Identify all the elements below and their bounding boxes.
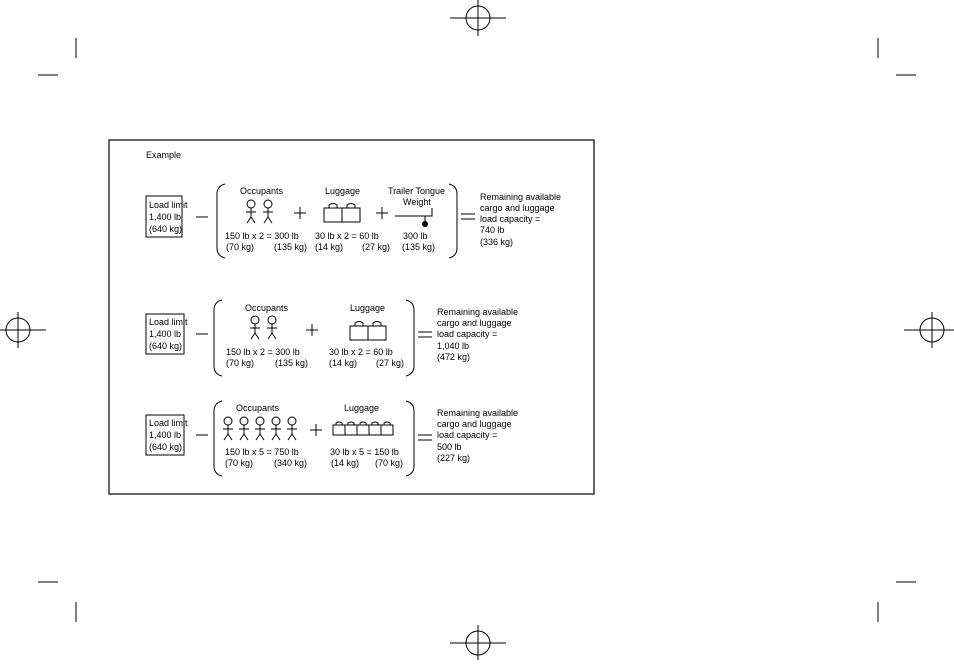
luggage-icon — [345, 422, 357, 435]
row-2 — [146, 300, 518, 376]
occupants-kg-each: (70 kg) — [226, 242, 255, 252]
load-limit-label: Load limit — [149, 200, 188, 210]
result-line: load capacity = — [437, 329, 498, 339]
luggage-icon — [324, 204, 342, 223]
right-bracket — [449, 184, 457, 258]
result-line: Remaining available — [480, 192, 562, 202]
luggage-icon — [333, 422, 345, 435]
person-icon — [223, 417, 233, 440]
result-line: Remaining available — [437, 307, 519, 317]
load-limit-lb: 1,400 lb — [149, 212, 182, 222]
occupants-title: Occupants — [236, 403, 280, 413]
luggage-kg-total: (27 kg) — [362, 242, 391, 252]
occupants-kg-total: (135 kg) — [274, 242, 308, 252]
luggage-icon — [342, 204, 360, 223]
result-line: cargo and luggage — [437, 419, 512, 429]
row-1 — [146, 184, 561, 258]
luggage-icon — [357, 422, 369, 435]
result-kg: (227 kg) — [437, 453, 471, 463]
luggage-kg-total: (70 kg) — [375, 458, 404, 468]
person-icon — [250, 316, 260, 339]
left-bracket — [214, 401, 222, 476]
luggage-icon — [381, 422, 393, 435]
load-limit-label: Load limit — [149, 317, 188, 327]
registration-mark-icon — [904, 312, 954, 348]
luggage-kg-total: (27 kg) — [376, 358, 405, 368]
person-icon — [263, 200, 273, 223]
luggage-icon — [369, 422, 381, 435]
left-bracket — [214, 300, 222, 376]
occupants-kg-each: (70 kg) — [226, 358, 255, 368]
load-limit-kg: (640 kg) — [149, 224, 183, 234]
luggage-title: Luggage — [344, 403, 380, 413]
occupants-calc: 150 lb x 2 = 300 lb — [225, 231, 299, 241]
occupants-kg-total: (340 kg) — [274, 458, 308, 468]
trailer-hitch-icon — [395, 208, 432, 227]
example-label: Example — [146, 150, 182, 160]
occupants-kg-total: (135 kg) — [275, 358, 309, 368]
luggage-icon — [368, 322, 386, 341]
person-icon — [271, 417, 281, 440]
person-icon — [287, 417, 297, 440]
trailer-kg: (135 kg) — [402, 242, 436, 252]
result-line: cargo and luggage — [437, 318, 512, 328]
luggage-icon — [350, 322, 368, 341]
result-kg: (336 kg) — [480, 237, 514, 247]
result-lb: 500 lb — [437, 442, 462, 452]
person-icon — [267, 316, 277, 339]
load-limit-label: Load limit — [149, 418, 188, 428]
load-limit-kg: (640 kg) — [149, 341, 183, 351]
luggage-calc: 30 lb x 5 = 150 lb — [330, 447, 399, 457]
occupants-title: Occupants — [240, 186, 284, 196]
registration-mark-icon — [450, 625, 506, 660]
luggage-kg-each: (14 kg) — [331, 458, 360, 468]
registration-mark-icon — [0, 312, 46, 348]
load-limit-lb: 1,400 lb — [149, 430, 182, 440]
right-bracket — [406, 300, 414, 376]
result-line: load capacity = — [480, 214, 541, 224]
trailer-calc: 300 lb — [403, 231, 428, 241]
load-limit-kg: (640 kg) — [149, 442, 183, 452]
person-icon — [246, 200, 256, 223]
luggage-title: Luggage — [325, 186, 361, 196]
luggage-kg-each: (14 kg) — [315, 242, 344, 252]
luggage-title: Luggage — [350, 303, 386, 313]
trailer-title-weight: Weight — [403, 197, 431, 207]
result-line: load capacity = — [437, 430, 498, 440]
occupants-kg-each: (70 kg) — [225, 458, 254, 468]
person-icon — [239, 417, 249, 440]
luggage-kg-each: (14 kg) — [329, 358, 358, 368]
load-limit-lb: 1,400 lb — [149, 329, 182, 339]
result-line: Remaining available — [437, 408, 519, 418]
result-kg: (472 kg) — [437, 352, 471, 362]
registration-mark-icon — [450, 0, 506, 36]
trailer-title: Trailer Tongue — [388, 186, 446, 196]
result-lb: 1,040 lb — [437, 341, 470, 351]
luggage-calc: 30 lb x 2 = 60 lb — [315, 231, 379, 241]
person-icon — [255, 417, 265, 440]
occupants-calc: 150 lb x 2 = 300 lb — [226, 347, 300, 357]
occupants-title: Occupants — [245, 303, 289, 313]
occupants-calc: 150 lb x 5 = 750 lb — [225, 447, 299, 457]
right-bracket — [406, 401, 414, 476]
left-bracket — [217, 184, 225, 258]
luggage-calc: 30 lb x 2 = 60 lb — [329, 347, 393, 357]
result-line: cargo and luggage — [480, 203, 555, 213]
result-lb: 740 lb — [480, 225, 505, 235]
row-3 — [146, 401, 518, 476]
